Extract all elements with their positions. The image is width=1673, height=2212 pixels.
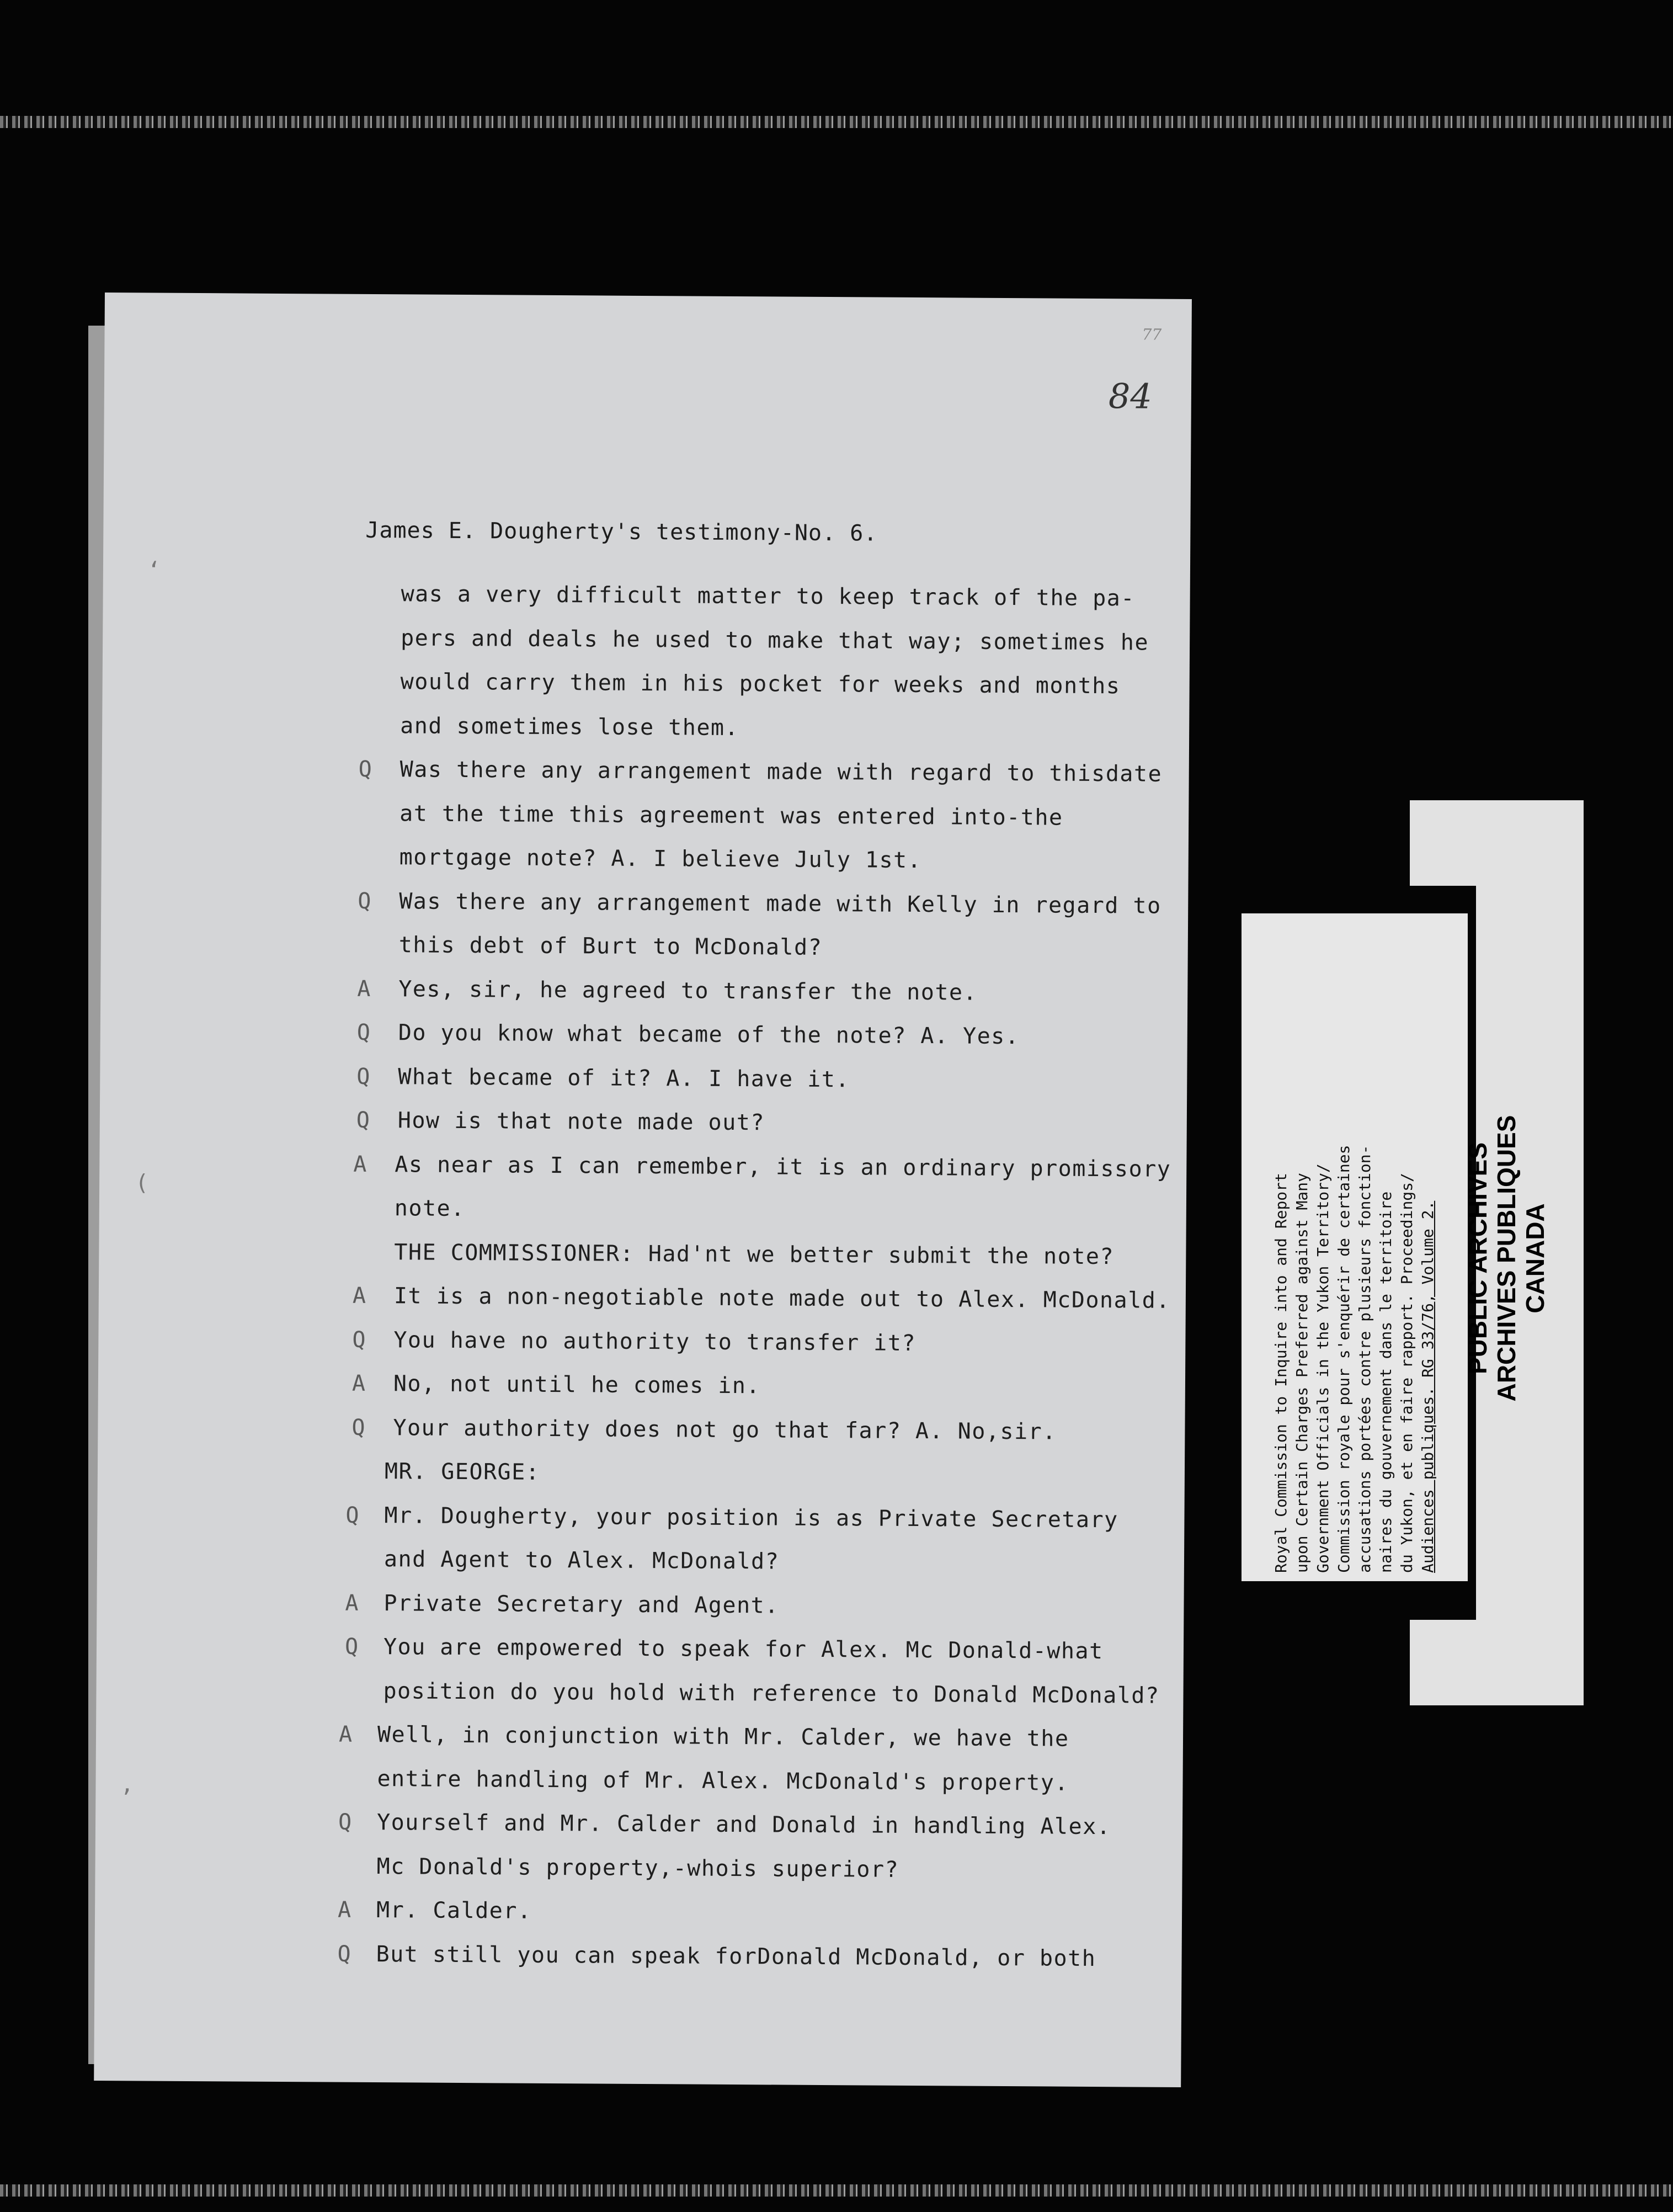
speaker-marker: Q	[356, 1107, 371, 1133]
stamp-line-1: PUBLIC ARCHIVES	[1463, 1142, 1492, 1374]
testimony-line: You are empowered to speak for Alex. Mc Donald-what	[383, 1634, 1104, 1665]
testimony-line: Private Secretary and Agent.	[383, 1590, 779, 1619]
testimony-line: Was there any arrangement made with Kelly in regard to	[399, 888, 1161, 919]
stamp-line-3: CANADA	[1521, 1203, 1549, 1314]
speaker-marker: A	[345, 1590, 360, 1616]
label-line: accusations portées contre plusieurs fonction-	[1356, 1145, 1374, 1573]
testimony-line: this debt of Burt to McDonald?	[398, 932, 823, 960]
speaker-marker: A	[338, 1721, 353, 1747]
speaker-marker: Q	[351, 1415, 366, 1440]
speaker-marker: A	[337, 1897, 352, 1923]
testimony-line: Mr. Calder.	[376, 1897, 532, 1924]
speaker-marker: Q	[356, 1019, 371, 1045]
testimony-line: Well, in conjunction with Mr. Calder, we have the	[377, 1722, 1069, 1752]
archives-stamp	[1446, 1065, 1567, 1451]
testimony-line: Yourself and Mr. Calder and Donald in handling Alex.	[376, 1810, 1111, 1840]
label-line: du Yukon, et en faire rapport. Proceedings/	[1398, 1173, 1416, 1573]
testimony-line: You have no authority to transfer it?	[393, 1327, 917, 1356]
speaker-marker: Q	[352, 1327, 367, 1353]
speaker-marker: Q	[345, 1502, 360, 1528]
speaker-marker: A	[357, 976, 372, 1002]
testimony-line: MR. GEORGE:	[384, 1459, 540, 1485]
testimony-line: Do you know what became of the note? A. Yes.	[398, 1020, 1020, 1050]
speaker-marker: Q	[337, 1941, 352, 1967]
page-number: 84	[1108, 376, 1153, 417]
testimony-line: note.	[394, 1195, 465, 1222]
document-page	[94, 293, 1192, 2087]
testimony-line: THE COMMISSIONER: Had'nt we better submit the note?	[394, 1239, 1115, 1269]
speaker-marker: Q	[358, 888, 372, 914]
stamp-line-2: ARCHIVES PUBLIQUES	[1492, 1115, 1521, 1402]
speaker-marker: A	[351, 1370, 366, 1396]
margin-mark: ‘	[147, 557, 161, 583]
label-line: upon Certain Charges Preferred against Many	[1293, 1173, 1311, 1573]
speaker-marker: Q	[338, 1809, 353, 1835]
testimony-line: and Agent to Alex. McDonald?	[383, 1546, 780, 1575]
label-line: Government Officials in the Yukon Territory/	[1314, 1163, 1332, 1573]
testimony-line: mortgage note? A. I believe July 1st.	[399, 844, 922, 874]
testimony-line: Was there any arrangement made with regard to thisdate	[399, 757, 1163, 787]
speaker-marker: Q	[358, 756, 373, 782]
label-line: naires du gouvernement dans le territoire	[1377, 1191, 1395, 1573]
testimony-line: No, not until he comes in.	[393, 1371, 761, 1399]
testimony-line: How is that note made out?	[397, 1108, 765, 1136]
testimony-line: entire handling of Mr. Alex. McDonald's property.	[377, 1766, 1069, 1796]
testimony-line: Mc Donald's property,-whois superior?	[376, 1853, 899, 1883]
testimony-line: would carry them in his pocket for weeks and months	[400, 669, 1121, 699]
testimony-line: Mr. Dougherty, your position is as Private Secretary	[384, 1502, 1118, 1533]
testimony-heading: James E. Dougherty's testimony-No. 6.	[365, 517, 878, 546]
label-line: Audiences publiques. RG 33/76, Volume 2.	[1419, 1200, 1437, 1573]
testimony-line: It is a non-negotiable note made out to Alex. McDonald.	[393, 1283, 1171, 1314]
speaker-marker: Q	[356, 1064, 371, 1089]
testimony-line: As near as I can remember, it is an ordinary promissory	[395, 1151, 1171, 1182]
testimony-line: Yes, sir, he agreed to transfer the note.	[398, 976, 978, 1006]
margin-mark: ‚	[120, 1772, 134, 1798]
label-line: Royal Commission to Inquire into and Report	[1272, 1173, 1290, 1573]
testimony-line: position do you hold with reference to Donald McDonald?	[383, 1678, 1160, 1709]
margin-mark: (	[135, 1170, 149, 1196]
folio-small: 77	[1142, 325, 1162, 344]
testimony-line: Your authority does not go that far? A. No,sir.	[393, 1415, 1057, 1445]
testimony-line: pers and deals he used to make that way; sometimes he	[401, 625, 1149, 656]
speaker-marker: A	[352, 1283, 367, 1309]
testimony-line: But still you can speak forDonald McDonald, or both	[376, 1941, 1096, 1971]
testimony-line: What became of it? A. I have it.	[398, 1064, 850, 1092]
label-line: Commission royale pour s'enquérir de certaines	[1335, 1145, 1353, 1573]
testimony-line: at the time this agreement was entered into-the	[399, 800, 1063, 831]
speaker-marker: A	[353, 1151, 368, 1177]
testimony-line: was a very difficult matter to keep track of the pa-	[401, 581, 1136, 612]
archive-label-card	[1242, 913, 1468, 1581]
speaker-marker: Q	[344, 1634, 359, 1660]
testimony-line: and sometimes lose them.	[400, 712, 739, 741]
film-edge-bottom	[0, 2184, 1673, 2197]
film-edge-top	[0, 116, 1673, 128]
